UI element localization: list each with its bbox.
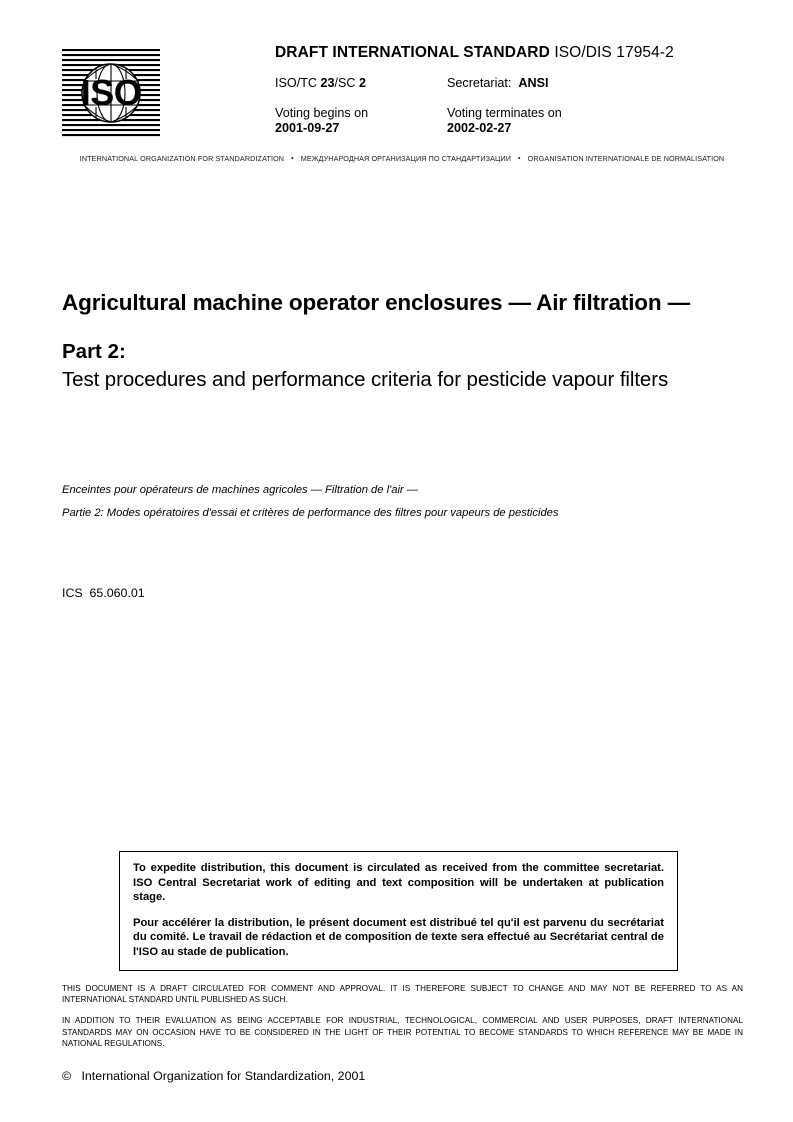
sc-prefix: /SC: [334, 76, 359, 90]
voting-terminates-date: 2002-02-27: [447, 121, 512, 135]
french-title-block: [62, 483, 742, 521]
tc-sc-line: [275, 76, 450, 92]
bullet-separator-icon: •: [518, 153, 521, 163]
header-text-block: [275, 44, 745, 142]
title-block: [62, 289, 732, 393]
draft-standard-label: DRAFT INTERNATIONAL STANDARD: [275, 44, 550, 61]
notice-text-english: To expedite distribution, this document is circulated as received from the committee secretariat. ISO Central Secretariat work of editing and text composition will be undertaken at publication stage.: [133, 862, 664, 904]
sc-number: 2: [359, 76, 367, 90]
organization-trilingual-line: [62, 154, 742, 164]
secretariat-label: Secretariat:: [447, 76, 512, 90]
french-title-line1: Enceintes pour opérateurs de machines agricoles — Filtration de l'air —: [62, 484, 418, 496]
header-meta-column-left: [275, 76, 450, 137]
secretariat-line: [447, 76, 737, 92]
draft-disclaimer: [62, 983, 743, 1049]
document-part-label: Part 2:: [62, 339, 126, 363]
org-name-english: INTERNATIONAL ORGANIZATION FOR STANDARDIZATION: [79, 154, 285, 163]
header-meta-grid: [275, 76, 745, 142]
document-number: ISO/DIS 17954-2: [554, 44, 674, 61]
document-part-title: Test procedures and performance criteria for pesticide vapour filters: [62, 367, 669, 391]
header-meta-column-right: [447, 76, 737, 137]
french-title-line2: Partie 2: Modes opératoires d'essai et critères de performance des filtres pour vapeurs de pesticides: [62, 507, 559, 519]
copyright-line: © International Organization for Standardization, 2001: [62, 1069, 366, 1083]
voting-terminates-label: Voting terminates on: [447, 105, 562, 120]
document-header: [62, 44, 742, 144]
tc-prefix: ISO/TC: [275, 76, 321, 90]
disclaimer-paragraph-2: IN ADDITION TO THEIR EVALUATION AS BEING ACCEPTABLE FOR INDUSTRIAL, TECHNOLOGICAL, COMMERCIAL AND USER PURPOSES, DRAFT INTERNATIONAL STANDARDS MAY ON OCCASION HAVE TO BE CONSIDERED IN THE LIGHT OF THEIR POTENTIAL TO BECOME STANDARDS TO WHICH REFERENCE MAY BE MADE IN NATIONAL REGULATIONS.: [62, 1016, 743, 1048]
iso-logo-text: ISO: [80, 72, 142, 113]
disclaimer-paragraph-1: THIS DOCUMENT IS A DRAFT CIRCULATED FOR COMMENT AND APPROVAL. IT IS THEREFORE SUBJECT TO CHANGE AND MAY NOT BE REFERRED TO AS AN INTERNATIONAL STANDARD UNTIL PUBLISHED AS SUCH.: [62, 984, 743, 1005]
org-name-french: ORGANISATION INTERNATIONALE DE NORMALISATION: [527, 154, 725, 163]
voting-begins-date: 2001-09-27: [275, 121, 340, 135]
document-title-main: Agricultural machine operator enclosures — Air filtration —: [62, 290, 690, 315]
bullet-separator-icon: •: [291, 153, 294, 163]
distribution-notice-box: [119, 851, 678, 971]
ics-code: ICS 65.060.01: [62, 586, 145, 600]
tc-number: 23: [320, 76, 335, 90]
voting-begins-label: Voting begins on: [275, 105, 369, 120]
org-name-russian: МЕЖДУНАРОДНАЯ ОРГАНИЗАЦИЯ ПО СТАНДАРТИЗАЦИИ: [300, 154, 512, 163]
draft-standard-line: [275, 44, 745, 62]
notice-text-french: Pour accélérer la distribution, le présent document est distribué tel qu'il est parvenu du secrétariat du comité. Le travail de rédaction et de composition de texte sera effectué au Secrétariat central de l'ISO au stade de publication.: [133, 916, 664, 958]
secretariat-value: ANSI: [518, 76, 549, 90]
iso-logo: [62, 48, 160, 138]
